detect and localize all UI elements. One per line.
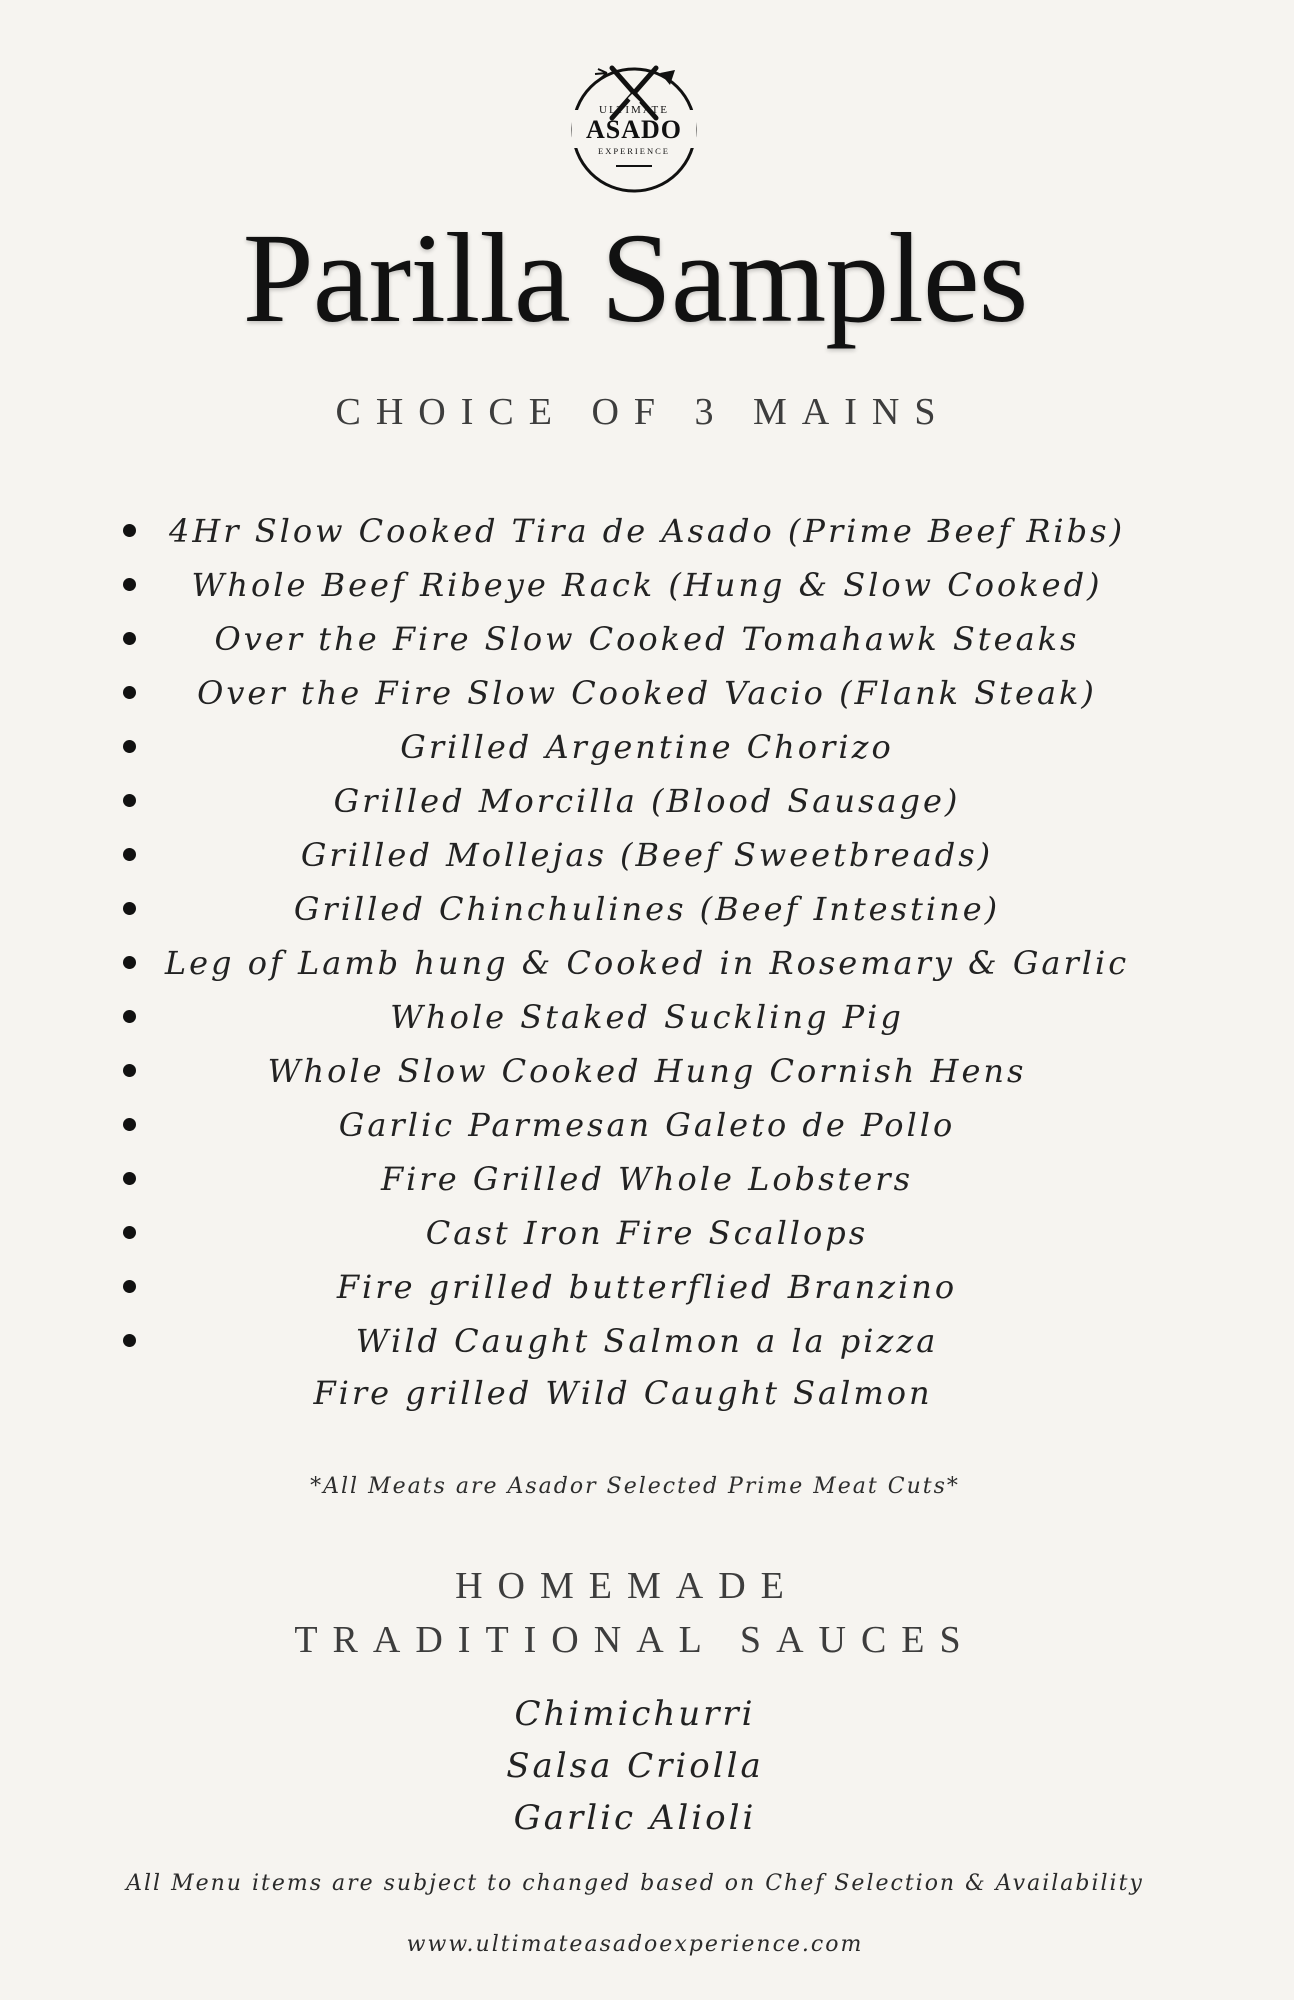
mains-heading: CHOICE OF 3 MAINS	[335, 391, 951, 433]
menu-item-text: Grilled Chinchulines (Beef Intestine)	[293, 890, 1001, 928]
website-text: www.ultimateasadoexperience.com	[406, 1932, 864, 1957]
menu-item-text: Grilled Mollejas (Beef Sweetbreads)	[300, 836, 994, 874]
menu-item	[0, 666, 1270, 720]
logo-top-text: ULTIMATE	[599, 104, 669, 116]
logo-main-text: ASADO	[585, 115, 683, 144]
logo-bottom-text: EXPERIENCE	[598, 146, 670, 156]
menu-item-text: Fire grilled Wild Caught Salmon	[313, 1374, 933, 1412]
menu-item-text: Cast Iron Fire Scallops	[425, 1214, 869, 1252]
menu-item	[0, 1206, 1270, 1260]
menu-item-text: 4Hr Slow Cooked Tira de Asado (Prime Beef Ribs)	[168, 512, 1126, 550]
menu-item-text: Whole Slow Cooked Hung Cornish Hens	[267, 1052, 1027, 1090]
footer-note: All Menu items are subject to changed based on Chef Selection & Availability	[126, 1871, 1144, 1896]
menu-item	[0, 936, 1270, 990]
menu-item-text: Grilled Argentine Chorizo	[400, 728, 894, 766]
menu-item-text: Whole Beef Ribeye Rack (Hung & Slow Cooked)	[191, 566, 1103, 604]
meat-note: *All Meats are Asador Selected Prime Meat Cuts*	[310, 1474, 960, 1499]
menu-item	[0, 720, 1270, 774]
menu-item	[0, 1098, 1270, 1152]
menu-item-text: Leg of Lamb hung & Cooked in Rosemary & Garlic	[164, 944, 1130, 982]
sauces-heading-line-2: TRADITIONAL SAUCES	[294, 1619, 976, 1661]
sauce-item: Chimichurri	[514, 1694, 756, 1734]
menu-item-text: Fire Grilled Whole Lobsters	[380, 1160, 914, 1198]
menu-item	[0, 828, 1270, 882]
menu-item-text: Over the Fire Slow Cooked Vacio (Flank Steak)	[197, 674, 1097, 712]
menu-item-extra	[0, 1366, 1270, 1420]
menu-item-text: Over the Fire Slow Cooked Tomahawk Steaks	[214, 620, 1080, 658]
menu-item	[0, 990, 1270, 1044]
menu-item	[0, 504, 1270, 558]
sauce-item: Salsa Criolla	[506, 1746, 764, 1786]
menu-item	[0, 558, 1270, 612]
menu-item	[0, 882, 1270, 936]
menu-item	[0, 1044, 1270, 1098]
menu-item-text: Wild Caught Salmon a la pizza	[355, 1322, 939, 1360]
menu-item	[0, 1152, 1270, 1206]
menu-item-text: Garlic Parmesan Galeto de Pollo	[338, 1106, 956, 1144]
asado-logo-icon	[564, 60, 704, 200]
sauces-heading-line-1: HOMEMADE	[455, 1565, 799, 1607]
page-title: Parilla Samples	[242, 207, 1028, 349]
menu-item	[0, 1260, 1270, 1314]
sauce-item: Garlic Alioli	[513, 1798, 757, 1838]
menu-item	[0, 612, 1270, 666]
menu-item-text: Grilled Morcilla (Blood Sausage)	[333, 782, 961, 820]
menu-item	[0, 774, 1270, 828]
menu-item-text: Whole Staked Suckling Pig	[390, 998, 904, 1036]
menu-item	[0, 1314, 1270, 1368]
menu-item-text: Fire grilled butterflied Branzino	[336, 1268, 958, 1306]
asado-logo	[564, 60, 704, 200]
